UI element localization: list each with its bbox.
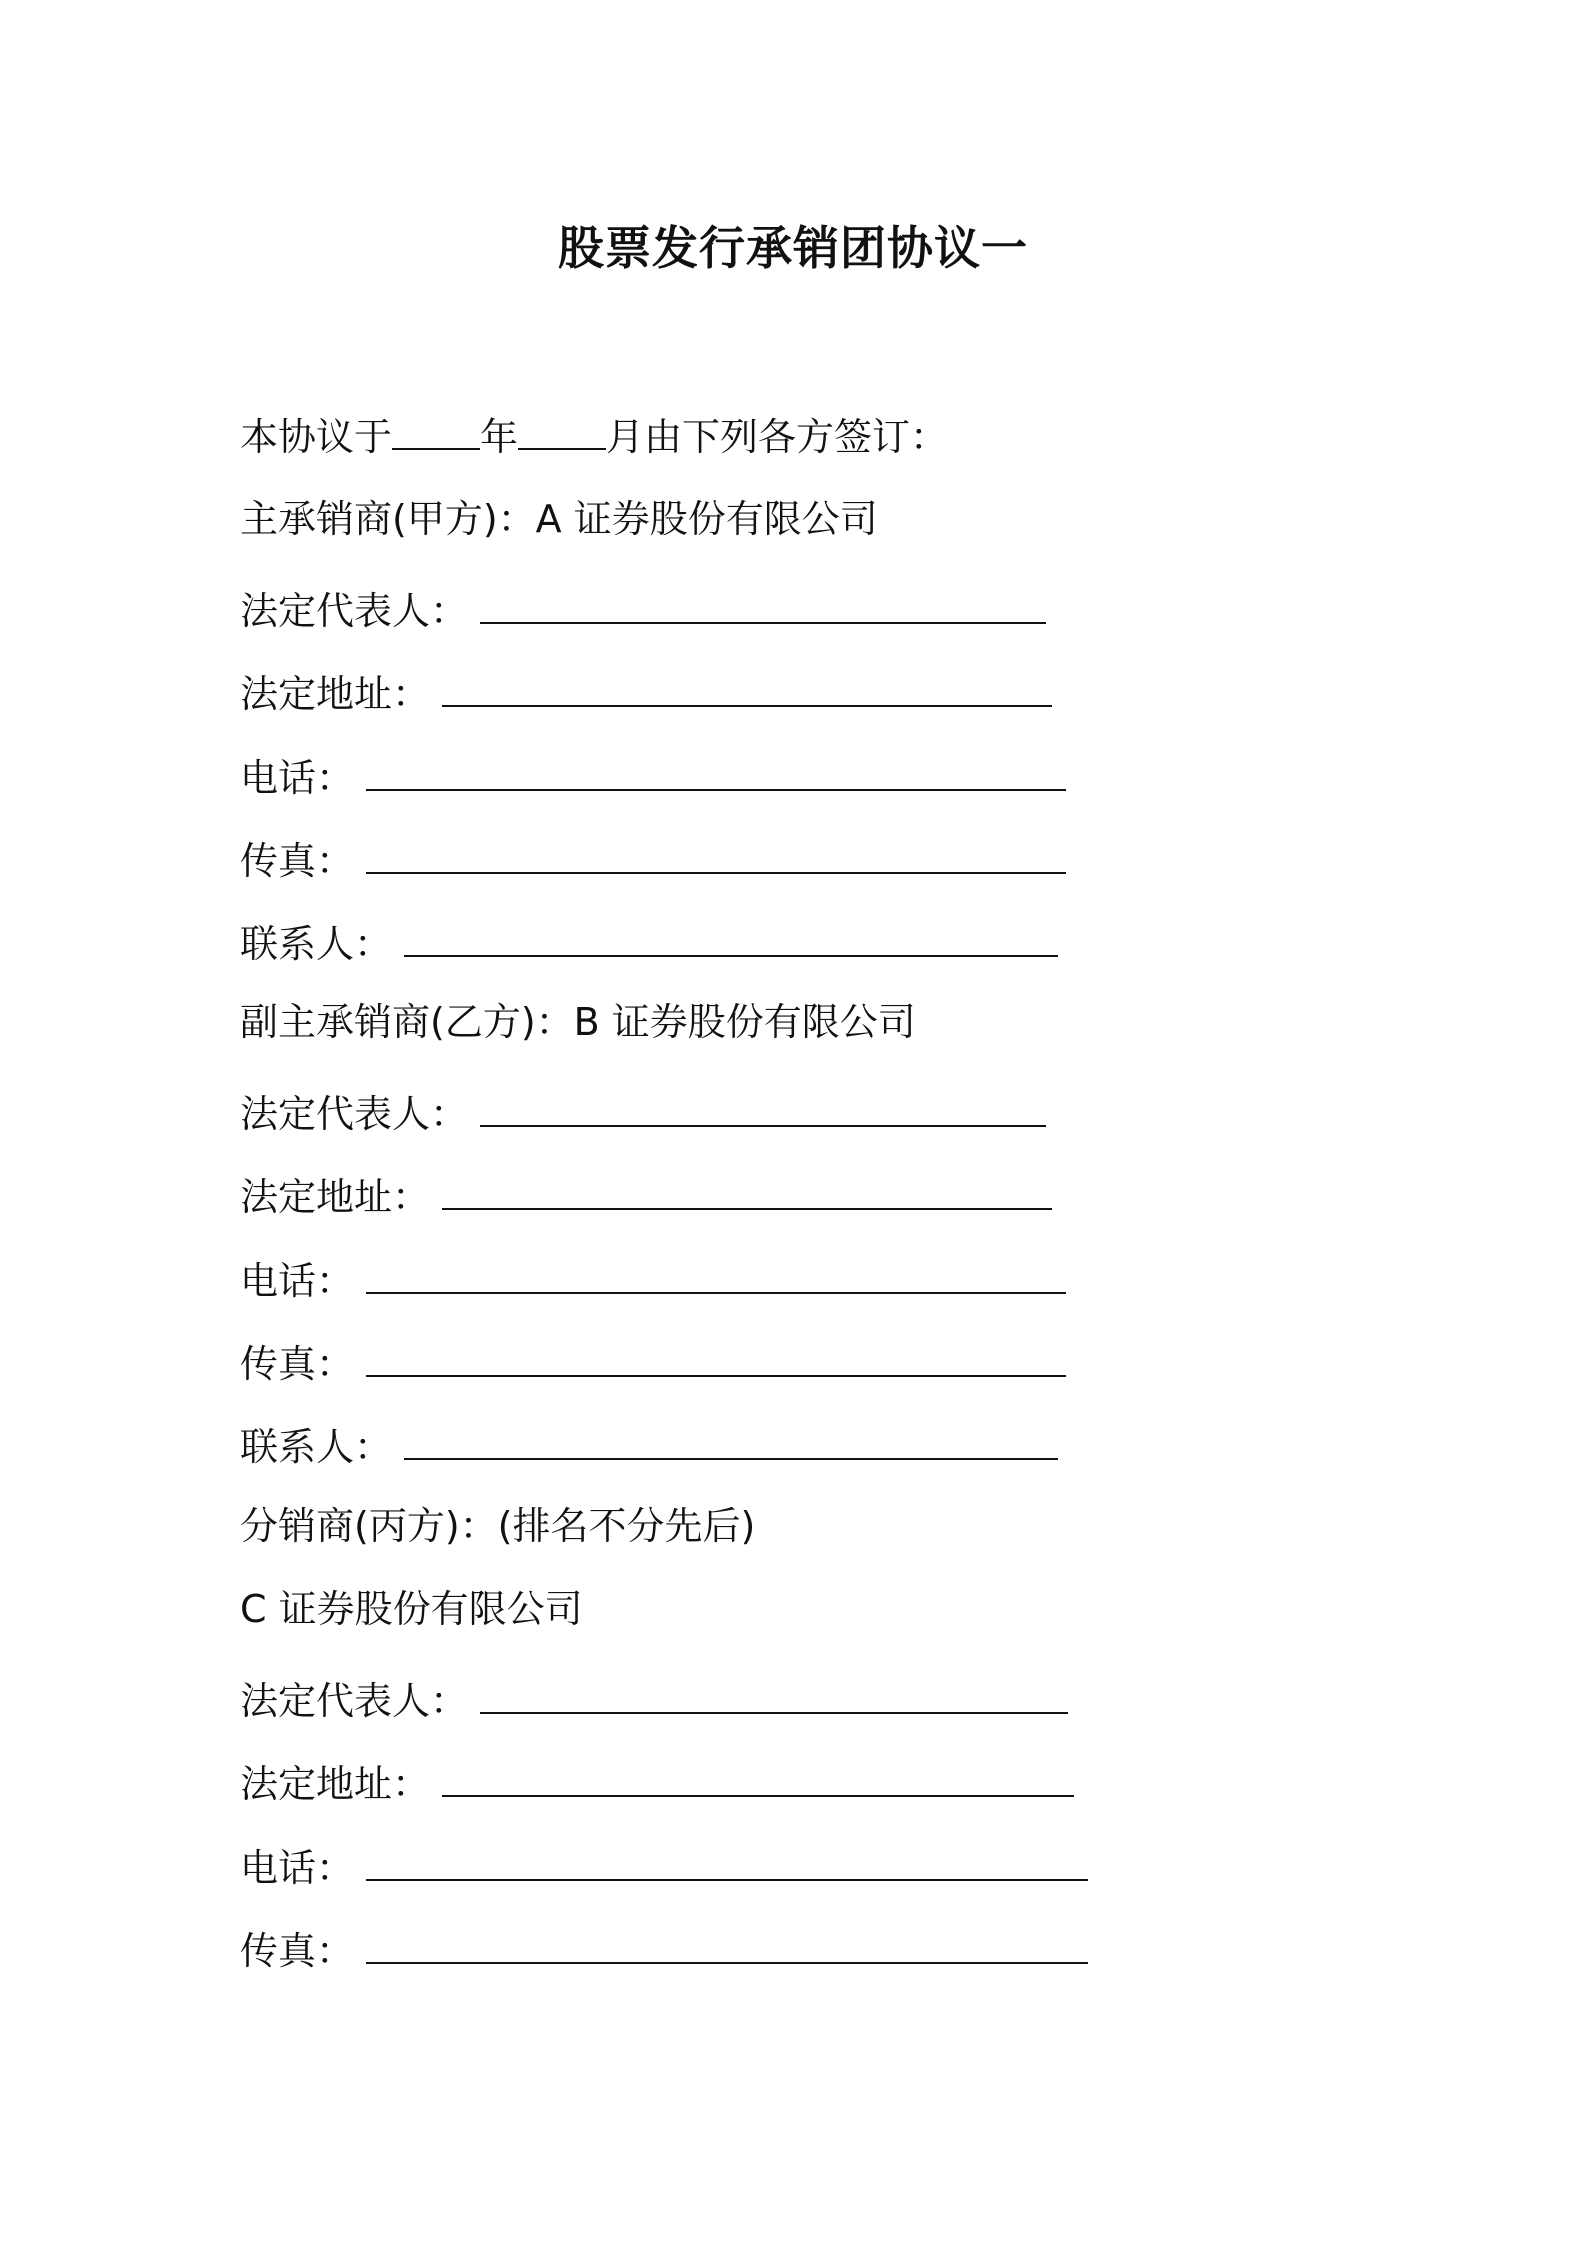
party-c-fax-blank[interactable] xyxy=(366,1922,1088,1964)
party-a-representative-blank[interactable] xyxy=(480,582,1046,624)
field-label: 电话： xyxy=(240,1259,355,1303)
field-label: 法定代表人： xyxy=(240,1679,469,1723)
party-b-representative-blank[interactable] xyxy=(480,1085,1046,1127)
party-a-fax-blank[interactable] xyxy=(366,832,1066,874)
party-b-heading: 副主承销商(乙方)：B 证券股份有限公司 xyxy=(240,1000,916,1044)
party-c-company: C 证券股份有限公司 xyxy=(240,1587,583,1631)
party-b-address-blank[interactable] xyxy=(442,1168,1052,1210)
party-c-phone-blank[interactable] xyxy=(366,1839,1088,1881)
party-a-address-row xyxy=(240,665,1052,720)
party-a-contact-row xyxy=(240,915,1058,970)
party-b-fax-blank[interactable] xyxy=(366,1335,1066,1377)
field-label: 电话： xyxy=(240,756,355,800)
field-label: 传真： xyxy=(240,1342,355,1386)
field-label: 传真： xyxy=(240,1929,355,1973)
party-a-fax-row xyxy=(240,832,1066,887)
field-label: 法定地址： xyxy=(240,1175,431,1219)
party-a-phone-row xyxy=(240,749,1066,804)
party-a-representative-row xyxy=(240,582,1046,637)
party-b-contact-blank[interactable] xyxy=(404,1418,1058,1460)
party-c-heading: 分销商(丙方)：(排名不分先后) xyxy=(240,1504,756,1548)
intro-line xyxy=(240,408,948,463)
party-b-fax-row xyxy=(240,1335,1066,1390)
party-a-address-blank[interactable] xyxy=(442,665,1052,707)
party-a-phone-blank[interactable] xyxy=(366,749,1066,791)
intro-prefix: 本协议于 xyxy=(240,415,393,459)
party-b-address-row xyxy=(240,1168,1052,1223)
party-c-fax-row xyxy=(240,1922,1088,1977)
year-blank[interactable] xyxy=(392,408,480,450)
party-c-representative-row xyxy=(240,1672,1068,1727)
field-label: 联系人： xyxy=(240,922,393,966)
intro-year-label: 年 xyxy=(480,415,519,459)
intro-month-label: 月由下列各方签订： xyxy=(606,415,949,459)
party-b-representative-row xyxy=(240,1085,1046,1140)
party-c-representative-blank[interactable] xyxy=(480,1672,1068,1714)
party-b-contact-row xyxy=(240,1418,1058,1473)
field-label: 法定地址： xyxy=(240,672,431,716)
party-c-address-blank[interactable] xyxy=(442,1755,1074,1797)
field-label: 法定地址： xyxy=(240,1762,431,1806)
party-c-phone-row xyxy=(240,1839,1088,1894)
field-label: 传真： xyxy=(240,839,355,883)
party-c-address-row xyxy=(240,1755,1074,1810)
party-b-phone-row xyxy=(240,1252,1066,1307)
party-a-contact-blank[interactable] xyxy=(404,915,1058,957)
party-a-heading: 主承销商(甲方)：A 证券股份有限公司 xyxy=(240,497,878,541)
field-label: 法定代表人： xyxy=(240,589,469,633)
field-label: 电话： xyxy=(240,1846,355,1890)
field-label: 法定代表人： xyxy=(240,1092,469,1136)
field-label: 联系人： xyxy=(240,1425,393,1469)
month-blank[interactable] xyxy=(518,408,606,450)
document-title: 股票发行承销团协议一 xyxy=(558,221,1028,275)
party-b-phone-blank[interactable] xyxy=(366,1252,1066,1294)
